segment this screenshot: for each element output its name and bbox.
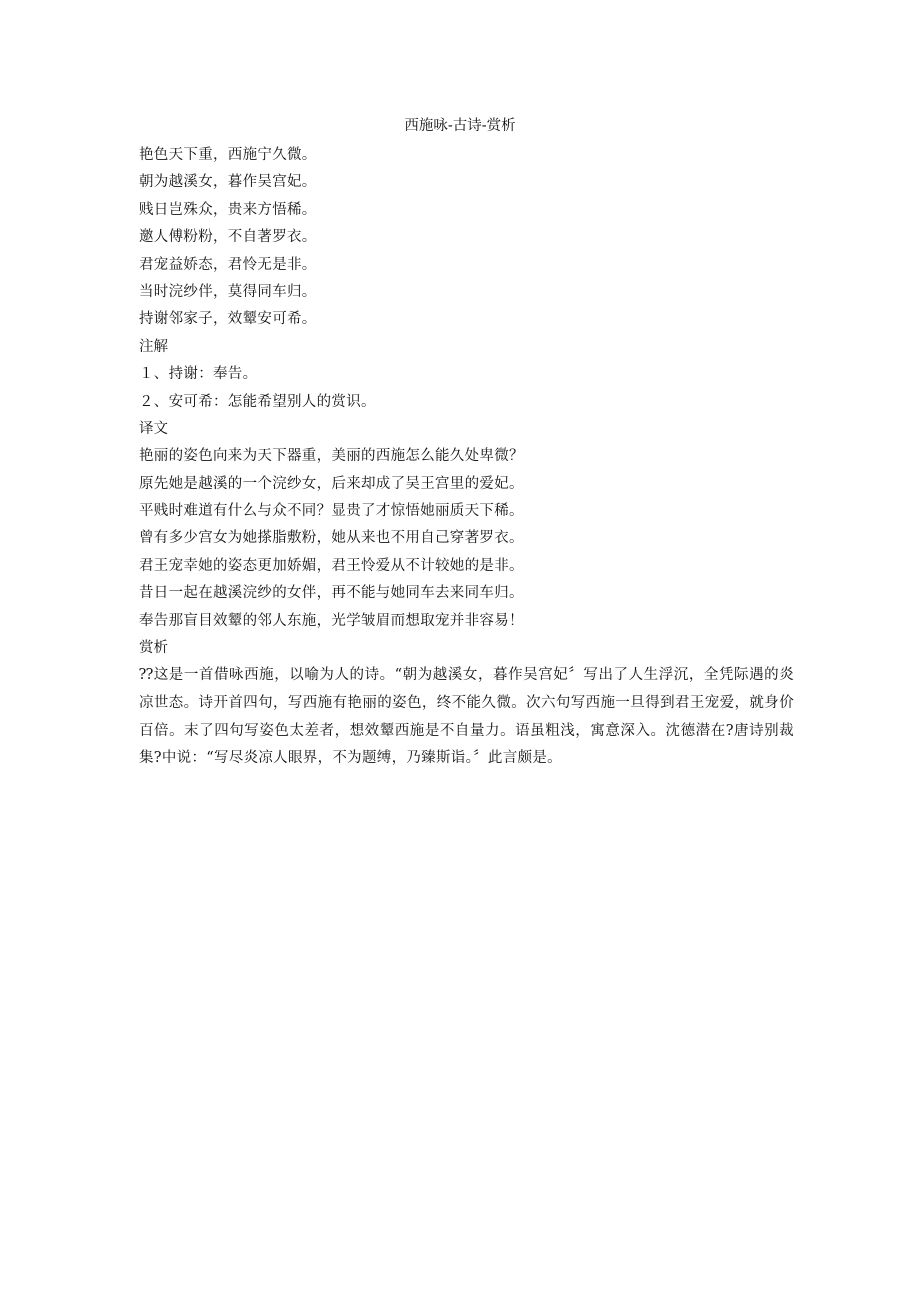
poem-line: 邀人傅粉粉，不自著罗衣。 xyxy=(139,229,317,246)
appreciation-paragraph: ⁇这是一首借咏西施，以喻为人的诗。“朝为越溪女，暮作吴宫妃〞写出了人生浮沉，全凭际遇的炎凉世态。诗开首四句，写西施有艳丽的姿色，终不能久微。次六句写西施一旦得到君王宠爱，就身价百倍。末了四句写姿色太差者，想效颦西施是不自量力。语虽粗浅，寓意深入。沈德潜在?唐诗别裁集?中说：“写尽炎凉人眼界，不为题缚，乃臻斯诣。〞此言颇是。 xyxy=(139,667,794,767)
translation-line: 曾有多少宫女为她搽脂敷粉，她从来也不用自己穿著罗衣。 xyxy=(139,530,524,547)
translation-line: 平贱时难道有什么与众不同？显贵了才惊悟她丽质天下稀。 xyxy=(139,503,524,520)
notes-section xyxy=(139,361,799,416)
translation-line: 君王宠幸她的姿态更加娇媚，君王怜爱从不计较她的是非。 xyxy=(139,557,524,574)
poem-line: 贱日岂殊众，贵来方悟稀。 xyxy=(139,201,317,218)
translation-line: 昔日一起在越溪浣纱的女伴，再不能与她同车去来同车归。 xyxy=(139,585,524,602)
poem-line: 艳色天下重，西施宁久微。 xyxy=(139,147,317,163)
translation-section xyxy=(139,443,799,635)
poem-section xyxy=(139,142,799,334)
note-item: ２、安可希：怎能希望别人的赏识。 xyxy=(139,393,376,410)
translation-line: 艳丽的姿色向来为天下器重，美丽的西施怎么能久处卑微？ xyxy=(139,448,524,465)
poem-line: 当时浣纱伴，莫得同车归。 xyxy=(139,283,317,300)
poem-line: 朝为越溪女，暮作吴宫妃。 xyxy=(139,174,317,191)
translation-line: 奉告那盲目效颦的邻人东施，光学皱眉而想取宠并非容易！ xyxy=(139,612,524,629)
translation-heading: 译文 xyxy=(139,420,168,437)
poem-line: 君宠益娇态，君怜无是非。 xyxy=(139,256,317,273)
appreciation-heading: 赏析 xyxy=(139,640,168,657)
note-item: １、持谢：奉告。 xyxy=(139,366,258,383)
translation-line: 原先她是越溪的一个浣纱女，后来却成了吴王宫里的爱妃。 xyxy=(139,475,524,492)
notes-heading: 注解 xyxy=(139,338,168,355)
document-title: 西施咏-古诗-赏析 xyxy=(404,118,516,134)
document-page xyxy=(139,112,799,773)
poem-line: 持谢邻家子，效颦安可希。 xyxy=(139,311,317,328)
